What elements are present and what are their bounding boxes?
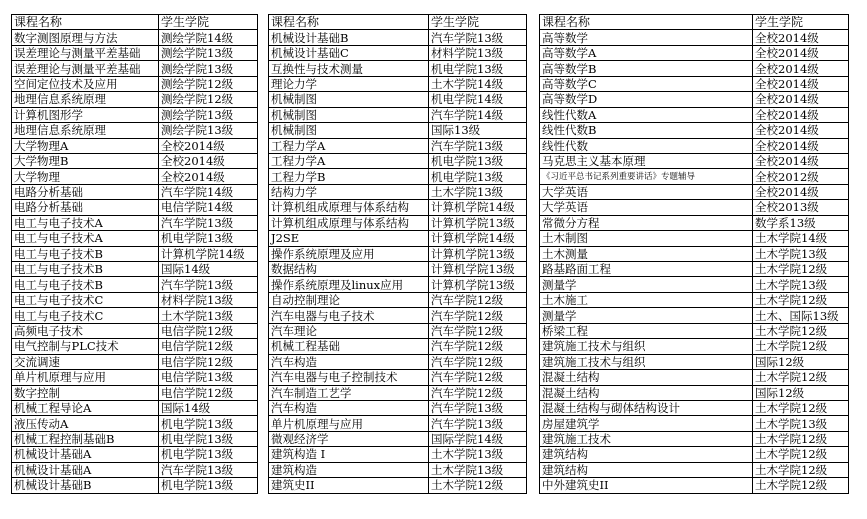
course-name-cell: 建筑构造 bbox=[269, 462, 429, 477]
table-row bbox=[12, 61, 258, 76]
college-cell: 土木学院13级 bbox=[429, 447, 527, 462]
college-cell: 土木学院13级 bbox=[429, 462, 527, 477]
college-cell: 机电学院13级 bbox=[429, 61, 527, 76]
course-name-cell: 大学物理B bbox=[12, 153, 159, 168]
course-name-cell: 测量学 bbox=[540, 308, 753, 323]
college-cell: 全校2014级 bbox=[159, 169, 258, 184]
college-cell: 汽车学院13级 bbox=[159, 462, 258, 477]
course-name-cell: 数字测图原理与方法 bbox=[12, 30, 159, 45]
course-name-cell: 大学物理 bbox=[12, 169, 159, 184]
table-row bbox=[12, 231, 258, 246]
course-name-cell: 大学物理A bbox=[12, 138, 159, 153]
college-header: 学生学院 bbox=[159, 15, 258, 30]
table-row bbox=[269, 262, 527, 277]
course-name-cell: 汽车制造工艺学 bbox=[269, 385, 429, 400]
college-cell: 机电学院13级 bbox=[159, 478, 258, 493]
college-cell: 土木学院14级 bbox=[753, 231, 849, 246]
college-cell: 机电学院13级 bbox=[429, 153, 527, 168]
course-name-cell: 高频电子技术 bbox=[12, 323, 159, 338]
college-cell: 土木学院12级 bbox=[753, 292, 849, 307]
course-name-cell: 液压传动A bbox=[12, 416, 159, 431]
college-cell: 全校2014级 bbox=[753, 76, 849, 91]
college-cell: 测绘学院13级 bbox=[159, 123, 258, 138]
table-row bbox=[12, 431, 258, 446]
course-name-cell: 线性代数B bbox=[540, 123, 753, 138]
college-cell: 全校2014级 bbox=[753, 92, 849, 107]
course-name-cell: 建筑构造 I bbox=[269, 447, 429, 462]
college-cell: 土木学院12级 bbox=[753, 370, 849, 385]
table-row bbox=[540, 92, 849, 107]
table-row bbox=[12, 370, 258, 385]
course-name-cell: 建筑施工技术 bbox=[540, 431, 753, 446]
table-row bbox=[12, 308, 258, 323]
course-name-cell: 混凝土结构与砌体结构设计 bbox=[540, 400, 753, 415]
college-cell: 计算机学院13级 bbox=[429, 215, 527, 230]
table-row bbox=[540, 169, 849, 184]
college-cell: 计算机学院13级 bbox=[429, 277, 527, 292]
course-name-cell: 线性代数 bbox=[540, 138, 753, 153]
table-row bbox=[540, 215, 849, 230]
college-header: 学生学院 bbox=[429, 15, 527, 30]
table-row bbox=[12, 478, 258, 493]
college-cell: 电信学院13级 bbox=[159, 370, 258, 385]
course-name-cell: 操作系统原理及linux应用 bbox=[269, 277, 429, 292]
college-cell: 土木学院12级 bbox=[753, 462, 849, 477]
course-name-cell: 高等数学C bbox=[540, 76, 753, 91]
college-cell: 机电学院14级 bbox=[429, 92, 527, 107]
course-name-cell: 单片机原理与应用 bbox=[269, 416, 429, 431]
course-name-cell: 自动控制理论 bbox=[269, 292, 429, 307]
course-name-cell: 建筑结构 bbox=[540, 462, 753, 477]
table-row bbox=[540, 400, 849, 415]
table-row bbox=[269, 385, 527, 400]
course-name-cell: 机械工程导论A bbox=[12, 400, 159, 415]
table-row bbox=[540, 138, 849, 153]
college-cell: 土木学院12级 bbox=[753, 262, 849, 277]
course-name-cell: 工程力学B bbox=[269, 169, 429, 184]
course-name-cell: 机械设计基础B bbox=[269, 30, 429, 45]
course-name-cell: 操作系统原理及应用 bbox=[269, 246, 429, 261]
course-name-cell: 误差理论与测量平差基础 bbox=[12, 61, 159, 76]
course-name-cell: 线性代数A bbox=[540, 107, 753, 122]
college-header: 学生学院 bbox=[753, 15, 849, 30]
college-cell: 电信学院12级 bbox=[159, 385, 258, 400]
college-cell: 计算机学院13级 bbox=[429, 246, 527, 261]
college-cell: 测绘学院13级 bbox=[159, 107, 258, 122]
course-name-cell: 中外建筑史II bbox=[540, 478, 753, 493]
college-cell: 数学系13级 bbox=[753, 215, 849, 230]
college-cell: 汽车学院14级 bbox=[159, 184, 258, 199]
table-row bbox=[540, 447, 849, 462]
table-row bbox=[269, 370, 527, 385]
college-cell: 全校2014级 bbox=[753, 123, 849, 138]
college-cell: 全校2014级 bbox=[753, 184, 849, 199]
course-name-cell: 机械设计基础A bbox=[12, 462, 159, 477]
course-name-header: 课程名称 bbox=[540, 15, 753, 30]
college-cell: 全校2014级 bbox=[753, 30, 849, 45]
college-cell: 汽车学院12级 bbox=[429, 385, 527, 400]
table-row bbox=[269, 478, 527, 493]
college-cell: 土木学院13级 bbox=[429, 184, 527, 199]
course-name-cell: 机械工程基础 bbox=[269, 339, 429, 354]
college-cell: 土木学院12级 bbox=[753, 478, 849, 493]
table-row bbox=[12, 277, 258, 292]
course-name-cell: 电工与电子技术C bbox=[12, 308, 159, 323]
college-cell: 汽车学院13级 bbox=[429, 400, 527, 415]
college-cell: 材料学院13级 bbox=[159, 292, 258, 307]
table-row bbox=[269, 45, 527, 60]
course-name-cell: 汽车电器与电子技术 bbox=[269, 308, 429, 323]
table-row bbox=[12, 200, 258, 215]
table-row bbox=[540, 153, 849, 168]
course-name-cell: 高等数学 bbox=[540, 30, 753, 45]
college-cell: 机电学院13级 bbox=[159, 416, 258, 431]
table-row bbox=[540, 323, 849, 338]
college-cell: 汽车学院13级 bbox=[429, 30, 527, 45]
college-cell: 材料学院13级 bbox=[429, 45, 527, 60]
table-row bbox=[540, 339, 849, 354]
table-row bbox=[540, 184, 849, 199]
course-name-cell: 互换性与技术测量 bbox=[269, 61, 429, 76]
table-row bbox=[12, 246, 258, 261]
course-name-cell: 建筑结构 bbox=[540, 447, 753, 462]
college-cell: 汽车学院12级 bbox=[429, 323, 527, 338]
college-cell: 全校2014级 bbox=[159, 153, 258, 168]
college-cell: 汽车学院12级 bbox=[429, 354, 527, 369]
course-name-cell: 机械制图 bbox=[269, 123, 429, 138]
table-row bbox=[269, 354, 527, 369]
course-name-cell: 电路分析基础 bbox=[12, 200, 159, 215]
course-name-cell: 机械工程控制基础B bbox=[12, 431, 159, 446]
college-cell: 测绘学院12级 bbox=[159, 92, 258, 107]
table-row bbox=[12, 323, 258, 338]
course-name-cell: 微观经济学 bbox=[269, 431, 429, 446]
college-cell: 汽车学院13级 bbox=[429, 416, 527, 431]
course-table-3 bbox=[539, 14, 849, 494]
college-cell: 汽车学院12级 bbox=[429, 292, 527, 307]
table-row bbox=[12, 138, 258, 153]
table-row bbox=[269, 416, 527, 431]
college-cell: 计算机学院14级 bbox=[429, 200, 527, 215]
college-cell: 土木学院14级 bbox=[429, 76, 527, 91]
table-row bbox=[269, 123, 527, 138]
college-cell: 全校2014级 bbox=[753, 45, 849, 60]
table-row bbox=[269, 400, 527, 415]
course-name-cell: 电工与电子技术B bbox=[12, 262, 159, 277]
course-name-cell: 土木测量 bbox=[540, 246, 753, 261]
college-cell: 全校2014级 bbox=[753, 153, 849, 168]
college-cell: 国际13级 bbox=[429, 123, 527, 138]
course-name-cell: 马克思主义基本原理 bbox=[540, 153, 753, 168]
table-row bbox=[540, 370, 849, 385]
college-cell: 土木学院12级 bbox=[753, 339, 849, 354]
table-row bbox=[540, 30, 849, 45]
course-name-cell: 《习近平总书记系列重要讲话》专题辅导 bbox=[540, 169, 753, 184]
table-row bbox=[269, 462, 527, 477]
college-cell: 计算机学院14级 bbox=[159, 246, 258, 261]
college-cell: 电信学院12级 bbox=[159, 339, 258, 354]
college-cell: 土木学院12级 bbox=[753, 447, 849, 462]
table-row bbox=[540, 292, 849, 307]
table-row bbox=[540, 385, 849, 400]
table-row bbox=[269, 215, 527, 230]
table-row bbox=[269, 292, 527, 307]
table-row bbox=[540, 200, 849, 215]
table-row bbox=[540, 107, 849, 122]
course-name-cell: 房屋建筑学 bbox=[540, 416, 753, 431]
college-cell: 汽车学院12级 bbox=[429, 308, 527, 323]
college-cell: 机电学院13级 bbox=[159, 231, 258, 246]
course-name-cell: 地理信息系统原理 bbox=[12, 92, 159, 107]
table-row bbox=[269, 231, 527, 246]
table-row bbox=[269, 107, 527, 122]
table-row bbox=[269, 308, 527, 323]
course-name-cell: 机械设计基础C bbox=[269, 45, 429, 60]
table-row bbox=[12, 45, 258, 60]
course-name-cell: 高等数学A bbox=[540, 45, 753, 60]
table-row bbox=[12, 400, 258, 415]
course-name-cell: 空间定位技术及应用 bbox=[12, 76, 159, 91]
table-row bbox=[540, 45, 849, 60]
course-name-cell: 电工与电子技术C bbox=[12, 292, 159, 307]
college-cell: 国际14级 bbox=[159, 262, 258, 277]
course-name-cell: 单片机原理与应用 bbox=[12, 370, 159, 385]
college-cell: 土木学院12级 bbox=[753, 400, 849, 415]
course-name-cell: 机械制图 bbox=[269, 107, 429, 122]
table-row bbox=[12, 292, 258, 307]
table-row bbox=[12, 184, 258, 199]
college-cell: 汽车学院13级 bbox=[429, 138, 527, 153]
table-row bbox=[12, 76, 258, 91]
course-name-cell: 电工与电子技术B bbox=[12, 277, 159, 292]
course-name-cell: 地理信息系统原理 bbox=[12, 123, 159, 138]
table-row bbox=[12, 354, 258, 369]
course-name-cell: 数字控制 bbox=[12, 385, 159, 400]
college-cell: 国际12级 bbox=[753, 354, 849, 369]
table-row bbox=[540, 354, 849, 369]
table-row bbox=[269, 169, 527, 184]
course-name-cell: 工程力学A bbox=[269, 153, 429, 168]
table-row bbox=[269, 447, 527, 462]
course-name-cell: 常微分方程 bbox=[540, 215, 753, 230]
course-name-cell: 土木施工 bbox=[540, 292, 753, 307]
table-header-row bbox=[12, 15, 258, 30]
course-name-cell: 工程力学A bbox=[269, 138, 429, 153]
college-cell: 机电学院13级 bbox=[429, 169, 527, 184]
table-row bbox=[12, 385, 258, 400]
course-name-cell: 交流调速 bbox=[12, 354, 159, 369]
college-cell: 测绘学院13级 bbox=[159, 61, 258, 76]
table-row bbox=[269, 92, 527, 107]
course-name-cell: 汽车构造 bbox=[269, 354, 429, 369]
table-row bbox=[12, 123, 258, 138]
college-cell: 汽车学院12级 bbox=[429, 370, 527, 385]
table-row bbox=[12, 462, 258, 477]
table-row bbox=[12, 215, 258, 230]
table-row bbox=[269, 61, 527, 76]
course-name-cell: 大学英语 bbox=[540, 200, 753, 215]
college-cell: 机电学院13级 bbox=[159, 431, 258, 446]
course-name-cell: 计算机组成原理与体系结构 bbox=[269, 215, 429, 230]
table-row bbox=[269, 76, 527, 91]
course-name-cell: 电路分析基础 bbox=[12, 184, 159, 199]
course-name-cell: 土木制图 bbox=[540, 231, 753, 246]
table-row bbox=[269, 30, 527, 45]
course-name-cell: J2SE bbox=[269, 231, 429, 246]
course-name-header: 课程名称 bbox=[269, 15, 429, 30]
table-row bbox=[269, 153, 527, 168]
course-name-cell: 建筑史II bbox=[269, 478, 429, 493]
table-row bbox=[269, 323, 527, 338]
course-table-2 bbox=[268, 14, 527, 494]
college-cell: 全校2014级 bbox=[753, 107, 849, 122]
table-row bbox=[269, 184, 527, 199]
course-name-cell: 桥梁工程 bbox=[540, 323, 753, 338]
table-header-row bbox=[540, 15, 849, 30]
college-cell: 全校2014级 bbox=[753, 61, 849, 76]
course-name-cell: 计算机图形学 bbox=[12, 107, 159, 122]
college-cell: 土木学院13级 bbox=[753, 416, 849, 431]
college-cell: 汽车学院14级 bbox=[429, 107, 527, 122]
table-row bbox=[540, 416, 849, 431]
college-cell: 全校2012级 bbox=[753, 169, 849, 184]
college-cell: 土木学院12级 bbox=[753, 323, 849, 338]
course-name-cell: 汽车理论 bbox=[269, 323, 429, 338]
college-cell: 土木学院12级 bbox=[753, 431, 849, 446]
course-name-cell: 建筑施工技术与组织 bbox=[540, 339, 753, 354]
table-row bbox=[12, 107, 258, 122]
table-row bbox=[540, 76, 849, 91]
college-cell: 电信学院12级 bbox=[159, 323, 258, 338]
college-cell: 全校2014级 bbox=[159, 138, 258, 153]
table-row bbox=[12, 169, 258, 184]
course-name-cell: 数据结构 bbox=[269, 262, 429, 277]
course-name-cell: 机械制图 bbox=[269, 92, 429, 107]
table-row bbox=[540, 246, 849, 261]
table-row bbox=[540, 462, 849, 477]
college-cell: 国际学院14级 bbox=[429, 431, 527, 446]
table-row bbox=[540, 231, 849, 246]
table-row bbox=[269, 431, 527, 446]
course-name-cell: 大学英语 bbox=[540, 184, 753, 199]
table-row bbox=[12, 447, 258, 462]
course-name-cell: 电工与电子技术A bbox=[12, 215, 159, 230]
table-row bbox=[12, 30, 258, 45]
table-row bbox=[269, 200, 527, 215]
college-cell: 电信学院12级 bbox=[159, 354, 258, 369]
table-row bbox=[540, 308, 849, 323]
college-cell: 汽车学院12级 bbox=[429, 339, 527, 354]
course-name-header: 课程名称 bbox=[12, 15, 159, 30]
table-row bbox=[269, 339, 527, 354]
course-name-cell: 测量学 bbox=[540, 277, 753, 292]
college-cell: 汽车学院13级 bbox=[159, 215, 258, 230]
college-cell: 电信学院14级 bbox=[159, 200, 258, 215]
table-row bbox=[540, 431, 849, 446]
course-name-cell: 机械设计基础B bbox=[12, 478, 159, 493]
table-row bbox=[269, 138, 527, 153]
college-cell: 全校2014级 bbox=[753, 138, 849, 153]
college-cell: 国际14级 bbox=[159, 400, 258, 415]
course-name-cell: 汽车电器与电子控制技术 bbox=[269, 370, 429, 385]
table-row bbox=[540, 277, 849, 292]
table-row bbox=[540, 61, 849, 76]
course-name-cell: 混凝土结构 bbox=[540, 385, 753, 400]
course-table-1 bbox=[11, 14, 258, 494]
table-header-row bbox=[269, 15, 527, 30]
table-row bbox=[12, 339, 258, 354]
course-name-cell: 机械设计基础A bbox=[12, 447, 159, 462]
course-name-cell: 电工与电子技术A bbox=[12, 231, 159, 246]
table-row bbox=[269, 246, 527, 261]
course-name-cell: 结构力学 bbox=[269, 184, 429, 199]
course-name-cell: 混凝土结构 bbox=[540, 370, 753, 385]
college-cell: 土木、国际13级 bbox=[753, 308, 849, 323]
college-cell: 土木学院13级 bbox=[753, 277, 849, 292]
college-cell: 机电学院13级 bbox=[159, 447, 258, 462]
college-cell: 全校2013级 bbox=[753, 200, 849, 215]
college-cell: 土木学院13级 bbox=[159, 308, 258, 323]
course-name-cell: 高等数学B bbox=[540, 61, 753, 76]
course-name-cell: 电气控制与PLC技术 bbox=[12, 339, 159, 354]
table-row bbox=[269, 277, 527, 292]
table-row bbox=[12, 153, 258, 168]
course-name-cell: 汽车构造 bbox=[269, 400, 429, 415]
college-cell: 测绘学院14级 bbox=[159, 30, 258, 45]
college-cell: 国际12级 bbox=[753, 385, 849, 400]
table-row bbox=[12, 416, 258, 431]
college-cell: 土木学院13级 bbox=[753, 246, 849, 261]
college-cell: 测绘学院13级 bbox=[159, 45, 258, 60]
table-row bbox=[540, 123, 849, 138]
college-cell: 计算机学院14级 bbox=[429, 231, 527, 246]
table-row bbox=[540, 262, 849, 277]
table-row bbox=[12, 262, 258, 277]
course-name-cell: 电工与电子技术B bbox=[12, 246, 159, 261]
college-cell: 汽车学院13级 bbox=[159, 277, 258, 292]
college-cell: 土木学院12级 bbox=[429, 478, 527, 493]
course-name-cell: 计算机组成原理与体系结构 bbox=[269, 200, 429, 215]
course-name-cell: 建筑施工技术与组织 bbox=[540, 354, 753, 369]
table-row bbox=[12, 92, 258, 107]
course-name-cell: 高等数学D bbox=[540, 92, 753, 107]
course-name-cell: 误差理论与测量平差基础 bbox=[12, 45, 159, 60]
college-cell: 测绘学院12级 bbox=[159, 76, 258, 91]
table-row bbox=[540, 478, 849, 493]
course-name-cell: 路基路面工程 bbox=[540, 262, 753, 277]
course-name-cell: 理论力学 bbox=[269, 76, 429, 91]
college-cell: 计算机学院13级 bbox=[429, 262, 527, 277]
